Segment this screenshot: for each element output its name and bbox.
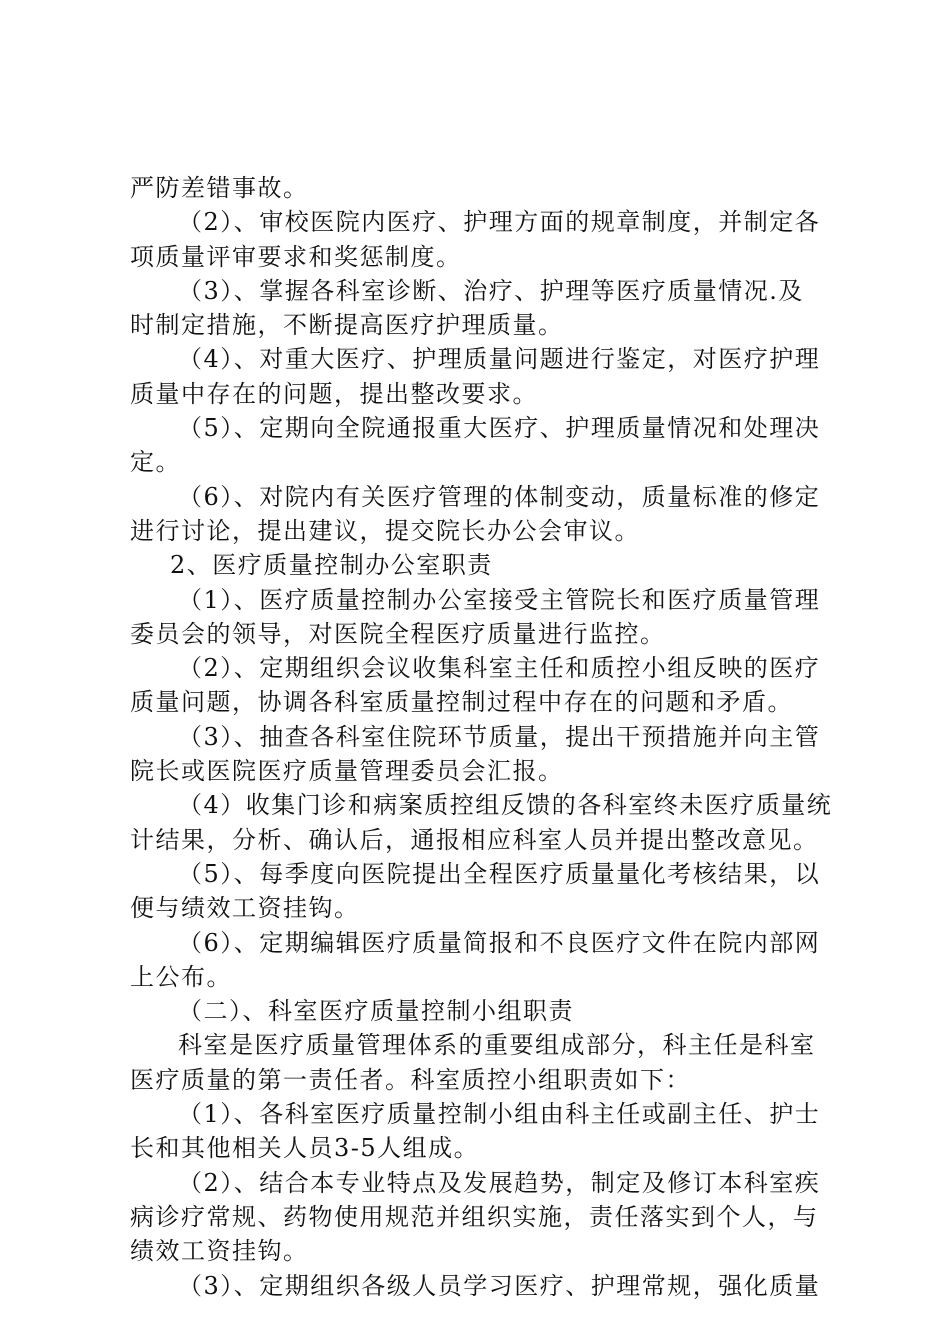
text-line: 医疗质量的第一责任者。科室质控小组职责如下： — [130, 1065, 691, 1094]
text-line: （2）、审校医院内医疗、护理方面的规章制度，并制定各 — [178, 208, 821, 237]
text-line: 病诊疗常规、药物使用规范并组织实施，责任落实到个人，与 — [130, 1202, 819, 1231]
text-line: （4）收集门诊和病案质控组反馈的各科室终未医疗质量统 — [178, 791, 833, 820]
text-line: 长和其他相关人员3-5人组成。 — [130, 1134, 480, 1163]
text-line: （5）、定期向全院通报重大医疗、护理质量情况和处理决 — [178, 414, 821, 443]
text-line: 委员会的领导，对医院全程医疗质量进行监控。 — [130, 619, 666, 648]
text-line: 时制定措施，不断提高医疗护理质量。 — [130, 311, 564, 340]
text-line: （6）、定期编辑医疗质量简报和不良医疗文件在院内部网 — [178, 928, 821, 957]
text-line: 计结果，分析、确认后，通报相应科室人员并提出整改意见。 — [130, 825, 819, 854]
text-line: 进行讨论，提出建议，提交院长办公会审议。 — [130, 516, 640, 545]
text-line: 院长或医院医疗质量管理委员会汇报。 — [130, 757, 564, 786]
text-line: （2）、定期组织会议收集科室主任和质控小组反映的医疗 — [178, 654, 821, 683]
text-line: （3）、抽查各科室住院环节质量，提出干预措施并向主管 — [178, 722, 821, 751]
section-heading: （二）、科室医疗质量控制小组职责 — [178, 997, 574, 1026]
text-line: 质量问题，协调各科室质量控制过程中存在的问题和矛盾。 — [130, 688, 793, 717]
text-line: （4）、对重大医疗、护理质量问题进行鉴定，对医疗护理 — [178, 345, 821, 374]
document-body — [130, 171, 833, 1303]
text-line: 上公布。 — [130, 962, 232, 991]
text-line: （6）、对院内有关医疗管理的体制变动，质量标准的修定 — [178, 482, 821, 511]
text-line: （3）、掌握各科室诊断、治疗、护理等医疗质量情况.及 — [178, 276, 804, 305]
text-line: （3）、定期组织各级人员学习医疗、护理常规，强化质量 — [178, 1271, 821, 1300]
text-line: 严防差错事故。 — [130, 174, 309, 202]
text-line: 便与绩效工资挂钩。 — [130, 894, 360, 923]
text-line: （5）、每季度向医院提出全程医疗质量量化考核结果，以 — [178, 859, 821, 888]
text-line: 项质量评审要求和奖惩制度。 — [130, 242, 462, 271]
text-line: （1）、医疗质量控制办公室接受主管院长和医疗质量管理 — [178, 585, 821, 614]
text-line: 定。 — [130, 448, 181, 477]
text-line: 质量中存在的问题，提出整改要求。 — [130, 379, 538, 408]
text-line: 科室是医疗质量管理体系的重要组成部分，科主任是科室 — [178, 1031, 816, 1060]
text-line: （2）、结合本专业特点及发展趋势，制定及修订本科室疾 — [178, 1168, 821, 1197]
text-line: （1）、各科室医疗质量控制小组由科主任或副主任、护士 — [178, 1100, 821, 1129]
section-heading: 2、医疗质量控制办公室职责 — [170, 551, 493, 580]
text-line: 绩效工资挂钩。 — [130, 1237, 309, 1266]
